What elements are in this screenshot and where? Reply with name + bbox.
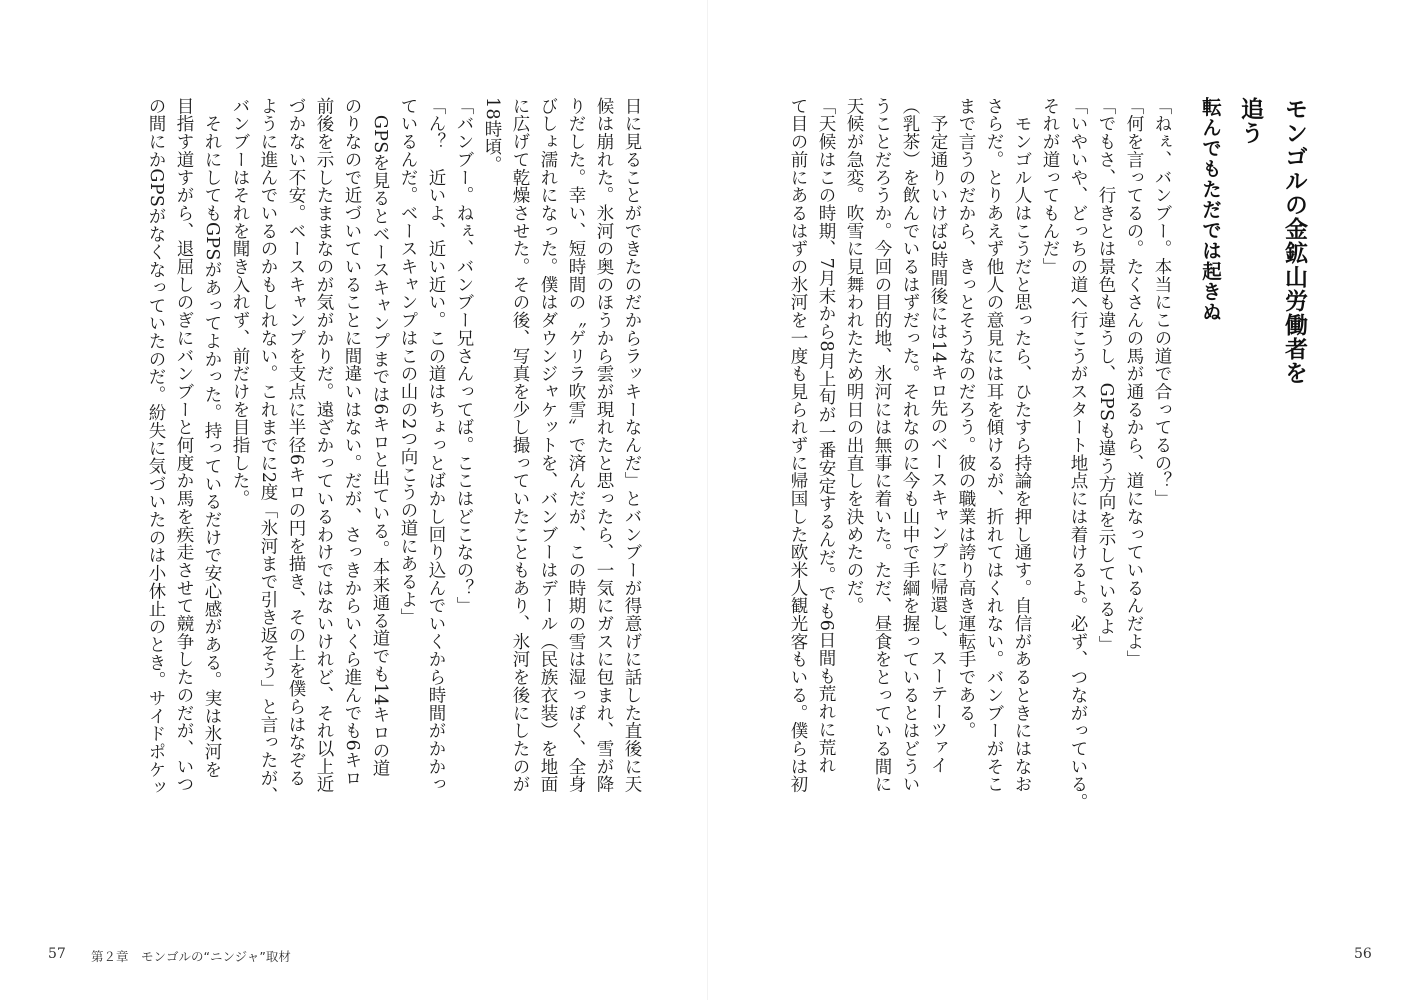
text-line: 「バンブー。ねぇ、バンブー兄さんってば。ここはどこなの？」	[454, 97, 474, 615]
section-heading: 転んでもただでは起きぬ	[1199, 97, 1222, 323]
text-line: 「いやいや、どっちの道へ行こうがスタート地点には着けるよ。必ず、つながっている。	[1068, 97, 1088, 811]
text-line: 前後を示したままなのが気がかりだ。遠ざかっているわけではないけれど、それ以上近	[314, 97, 334, 794]
text-line: 「天候はこの時期、7月末から8月上旬が一番安定するんだ。でも6日間も荒れに荒れ	[816, 97, 836, 775]
text-line: 目指す道すがら、退屈しのぎにバンブーと何度か馬を疾走させて競争したのだが、いつ	[174, 97, 194, 794]
text-line: のりなので近づいていることに間違いはない。だが、さっきからいくら進んでも6キロ	[342, 97, 362, 787]
text-line: づかない不安。ベースキャンプを支点に半径6キロの円を描き、その上を僕らはなぞる	[286, 97, 306, 787]
page-title: モンゴルの金鉱山労働者を追う	[1237, 97, 1307, 385]
text-line: 18時頃。	[482, 97, 502, 174]
text-line: GPSを見るとベースキャンプまでは6キロと出ている。本来通る道でも14キロの道	[370, 97, 390, 778]
text-line: びしょ濡れになった。僕はダウンジャケットを、バンブーはデール（民族衣装）を地面	[538, 97, 558, 794]
text-line: て目の前にあるはずの氷河を一度も見られずに帰国した欧米人観光客もいる。僕らは初	[788, 97, 808, 794]
text-line: まで言うのだから、きっとそうなのだろう。彼の職業は誇り高き運転手である。	[956, 97, 976, 740]
text-line: さらだ。とりあえず他人の意見には耳を傾けるが、折れてはくれない。バンブーがそこ	[984, 97, 1004, 794]
text-line: モンゴル人はこうだと思ったら、ひたすら持論を押し通す。自信があるときにはなお	[1012, 97, 1032, 794]
page-gutter	[707, 0, 708, 1000]
text-line: うことだろうか。今回の目的地、氷河には無事に着いた。ただ、昼食をとっている間に	[872, 97, 892, 794]
page-number-right: 56	[1354, 946, 1372, 962]
text-line: （乳茶）を飲んでいるはずだった。それなのに今も山中で手綱を握っているとはどうい	[900, 97, 920, 794]
text-line: 予定通りいけば3時間後には14キロ先のベースキャンプに帰還し、スーテーツァイ	[928, 97, 948, 775]
text-line: それが道ってもんだ」	[1040, 97, 1060, 276]
text-line: 天候が急変。吹雪に見舞われたため明日の出直しを決めたのだ。	[844, 97, 864, 615]
text-line: 「でもさ、行きとは景色も違うし、GPSも違う方向を示しているよ」	[1096, 97, 1116, 654]
text-line: りだした。幸い、短時間の〝ゲリラ吹雪〟で済んだが、この時期の雪は湿っぽく、全身	[566, 97, 586, 794]
text-line: ているんだ。ベースキャンプはこの山の2つ向こうの道にあるよ」	[398, 97, 418, 627]
text-line: 「ねぇ、バンブー。本当にこの道で合ってるの？」	[1152, 97, 1172, 508]
text-line: 「ん？ 近いよ、近い近い。この道はちょっとばかし回り込んでいくから時間がかかっ	[426, 97, 446, 794]
text-line: 「何を言ってるの。たくさんの馬が通るから、道になっているんだよ」	[1124, 97, 1144, 669]
right-page-body	[788, 97, 1176, 811]
text-line: バンブーはそれを聞き入れず、前だけを目指した。	[230, 97, 250, 508]
text-line: に広げて乾燥させた。その後、写真を少し撮っていたこともあり、氷河を後にしたのが	[510, 97, 530, 794]
left-page-body	[86, 97, 646, 805]
page-number-left: 57	[48, 946, 66, 962]
text-line: ように進んでいるのかもしれない。これまでに2度「氷河まで引き返そう」と言ったが、	[258, 97, 278, 805]
text-line: 日に見ることができたのだからラッキーなんだ」とバンブーが得意げに話した直後に天	[622, 97, 642, 794]
text-line: 候は崩れた。氷河の奥のほうから雲が現れたと思ったら、一気にガスに包まれ、雪が降	[594, 97, 614, 794]
running-head: 第２章 モンゴルの“ニンジャ”取材	[91, 949, 291, 964]
text-line: の間にかGPSがなくなっていたのだ。紛失に気づいたのは小休止のとき。サイドポケッ	[146, 97, 166, 797]
text-line: それにしてもGPSがあってよかった。持っているだけで安心感がある。実は氷河を	[202, 97, 222, 779]
